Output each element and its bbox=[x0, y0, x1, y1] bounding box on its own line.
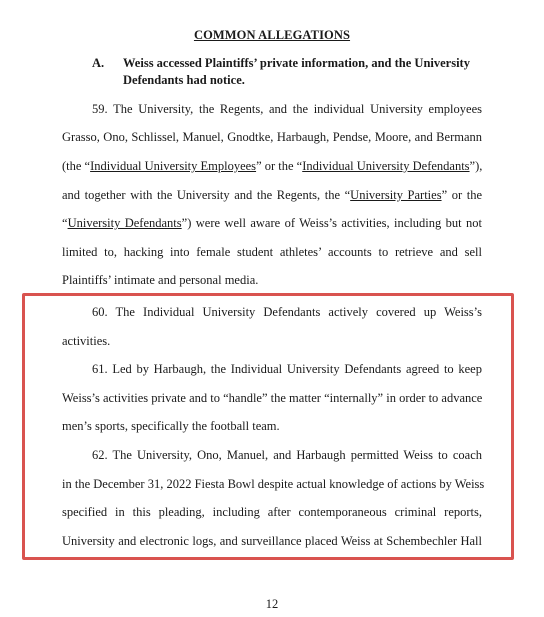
subsection-title: Weiss accessed Plaintiffs’ private information, and the University Defendants had notice. bbox=[123, 56, 470, 87]
paragraph-line: activities. bbox=[62, 334, 111, 348]
paragraph-line: 60. The Individual University Defendants actively covered up Weiss’s bbox=[92, 305, 482, 319]
paragraph-line: men’s sports, specifically the football team. bbox=[62, 419, 280, 433]
page-number: 12 bbox=[265, 597, 279, 611]
paragraph-line: 59. The University, the Regents, and the individual University employees bbox=[92, 102, 482, 116]
paragraph-line: in the December 31, 2022 Fiesta Bowl despite actual knowledge of actions by Weiss bbox=[62, 477, 485, 491]
paragraph-line: Weiss’s activities private and to “handle” the matter “internally” in order to advance bbox=[62, 391, 483, 405]
subsection-letter: A. bbox=[92, 56, 105, 70]
paragraph-line: Plaintiffs’ intimate and personal media. bbox=[62, 273, 259, 287]
paragraph-line: Grasso, Ono, Schlissel, Manuel, Gnodtke, Harbaugh, Pendse, Moore, and Bermann bbox=[62, 130, 482, 144]
paragraph-line: 61. Led by Harbaugh, the Individual University Defendants agreed to keep bbox=[92, 362, 482, 376]
paragraph-line: limited to, hacking into female student athletes’ accounts to retrieve and sell bbox=[62, 245, 482, 259]
paragraph-line: University and electronic logs, and surveillance placed Weiss at Schembechler Hall bbox=[62, 534, 482, 548]
paragraph-line: specified in this pleading, including after contemporaneous criminal reports, bbox=[62, 505, 482, 519]
paragraph-line: and together with the University and the Regents, the “University Parties” or the bbox=[62, 188, 482, 202]
paragraph-line: (the “Individual University Employees” or the “Individual University Defendants”), bbox=[62, 159, 483, 173]
section-heading: COMMON ALLEGATIONS bbox=[193, 28, 351, 42]
paragraph-line: “University Defendants”) were well aware of Weiss’s activities, including but not bbox=[62, 216, 482, 230]
paragraph-line: 62. The University, Ono, Manuel, and Harbaugh permitted Weiss to coach bbox=[92, 448, 482, 462]
